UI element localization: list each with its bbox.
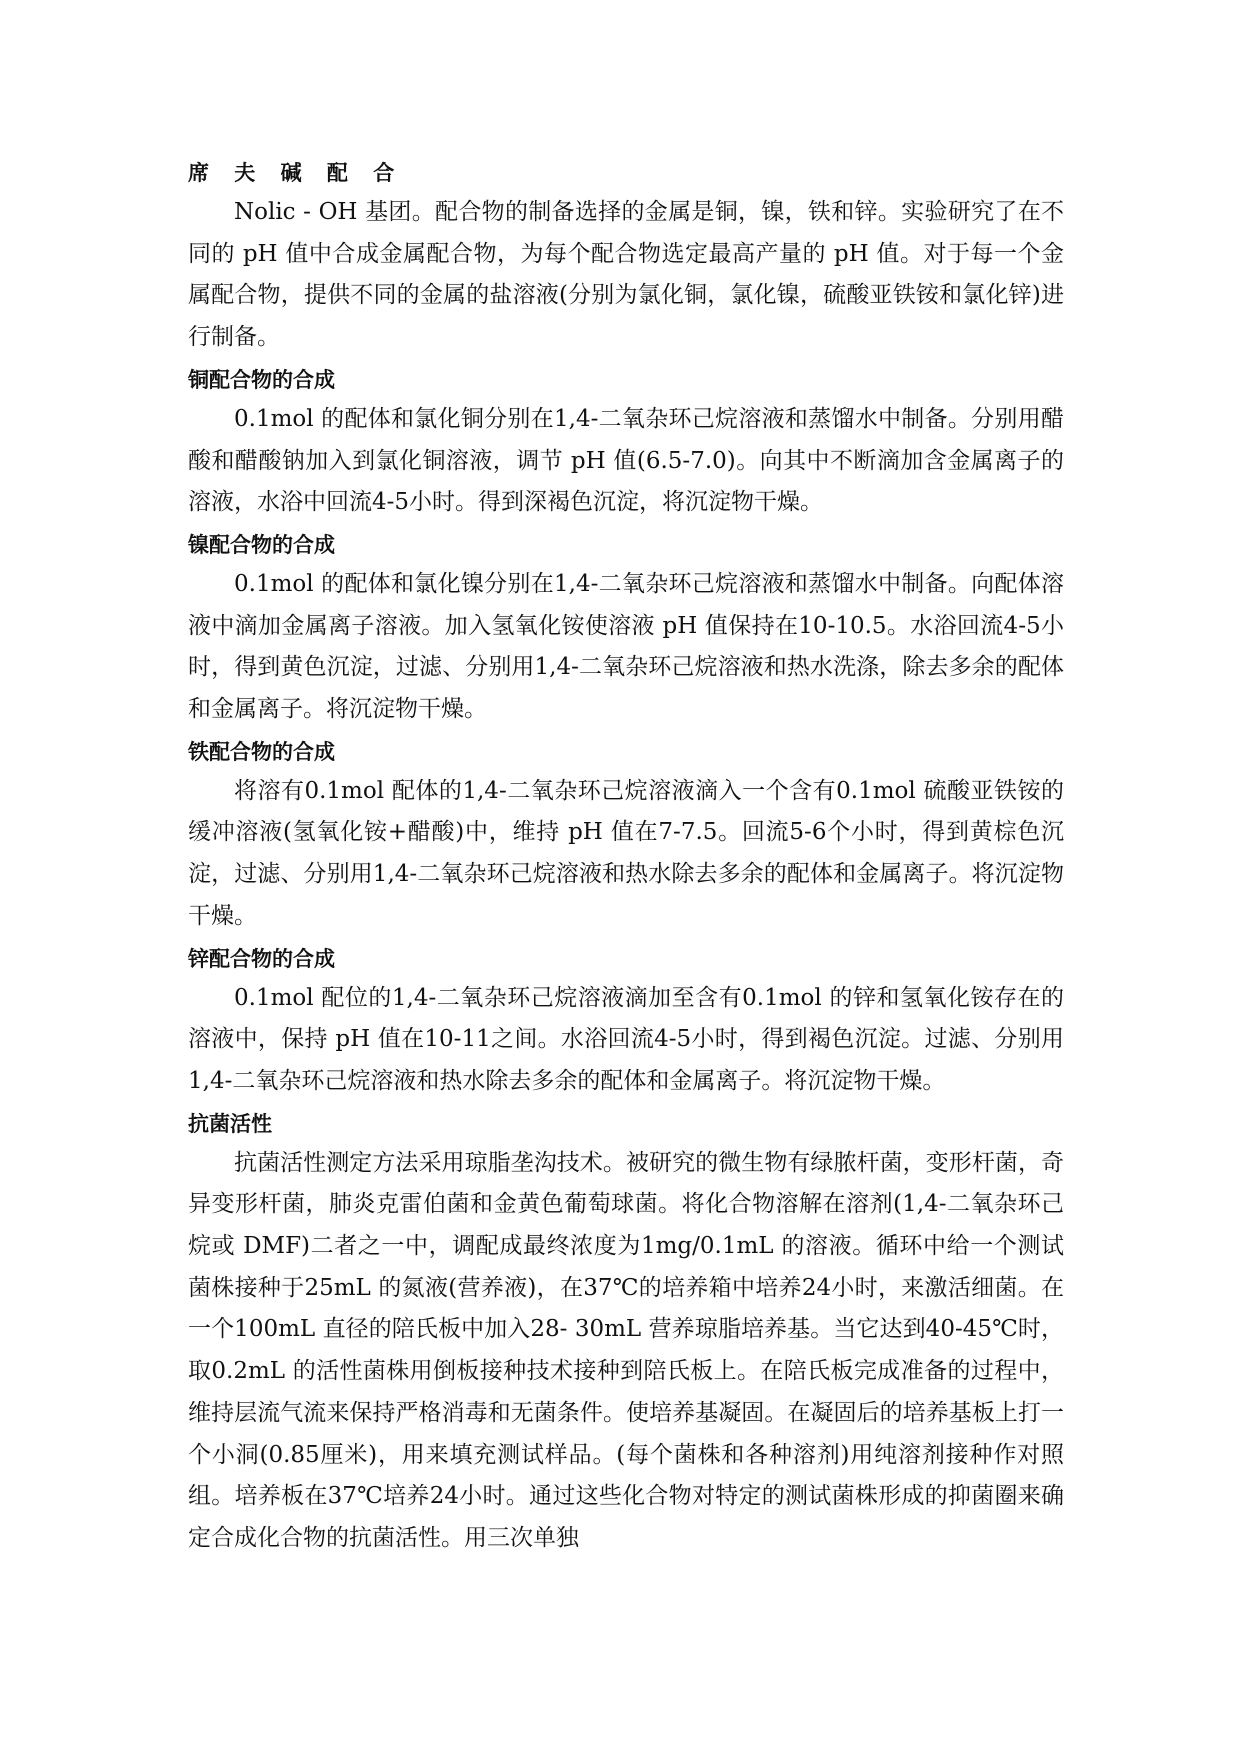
section-heading-iron: 铁配合物的合成 — [188, 739, 335, 764]
section-body-nickel: 0.1mol 的配体和氯化镍分别在1,4-二氧杂环己烷溶液和蒸馏水中制备。向配体溶液中滴加金属离子溶液。加入氢氧化铵使溶液 pH 值保持在10-10.5。水浴回流4-5小时，得到黄色沉淀，过滤、分别用1,4-二氧杂环己烷溶液和热水洗涤，除去多余的配体和金属离子。将沉淀物干燥。 — [188, 570, 1064, 723]
intro-paragraph: Nolic - OH 基团。配合物的制备选择的金属是铜，镍，铁和锌。实验研究了在不同的 pH 值中合成金属配合物，为每个配合物选定最高产量的 pH 值。对于每一个金属配合物，提供不同的金属的盐溶液(分别为氯化铜，氯化镍，硫酸亚铁铵和氯化锌)进行制备。 — [188, 199, 1064, 351]
section-heading-zinc: 锌配合物的合成 — [188, 946, 335, 971]
section-heading-copper: 铜配合物的合成 — [188, 367, 335, 392]
section-heading-nickel: 镍配合物的合成 — [188, 532, 335, 557]
section-body-zinc: 0.1mol 配位的1,4-二氧杂环己烷溶液滴加至含有0.1mol 的锌和氢氧化铵存在的溶液中，保持 pH 值在10-11之间。水浴回流4-5小时，得到褐色沉淀。过滤、分别用1,4-二氧杂环己烷溶液和热水除去多余的配体和金属离子。将沉淀物干燥。 — [188, 984, 1064, 1094]
document-title: 席 夫 碱 配 合 — [188, 161, 404, 185]
section-heading-antibacterial: 抗菌活性 — [188, 1111, 272, 1136]
section-body-copper: 0.1mol 的配体和氯化铜分别在1,4-二氧杂环己烷溶液和蒸馏水中制备。分别用醋酸和醋酸钠加入到氯化铜溶液，调节 pH 值(6.5-7.0)。向其中不断滴加含金属离子的溶液，水浴中回流4-5小时。得到深褐色沉淀，将沉淀物干燥。 — [188, 405, 1064, 516]
document-page — [188, 152, 1064, 1560]
section-body-iron: 将溶有0.1mol 配体的1,4-二氧杂环己烷溶液滴入一个含有0.1mol 硫酸亚铁铵的缓冲溶液(氢氧化铵+醋酸)中，维持 pH 值在7-7.5。回流5-6个小时，得到黄棕色沉淀，过滤、分别用1,4-二氧杂环己烷溶液和热水除去多余的配体和金属离子。将沉淀物干燥。 — [188, 777, 1064, 929]
section-body-antibacterial: 抗菌活性测定方法采用琼脂垄沟技术。被研究的微生物有绿脓杆菌，变形杆菌，奇异变形杆菌，肺炎克雷伯菌和金黄色葡萄球菌。将化合物溶解在溶剂(1,4-二氧杂环己烷或 DMF)二者之一中，调配成最终浓度为1mg/0.1mL 的溶液。循环中给一个测试菌株接种于25mL 的氮液(营养液)，在37℃的培养箱中培养24小时，来激活细菌。在一个100mL 直径的陪氏板中加入28- 30mL 营养琼脂培养基。当它达到40-45℃时，取0.2mL 的活性菌株用倒板接种技术接种到陪氏板上。在陪氏板完成准备的过程中，维持层流气流来保持严格消毒和无菌条件。使培养基凝固。在凝固后的培养基板上打一个小洞(0.85厘米)，用来填充测试样品。(每个菌株和各种溶剂)用纯溶剂接种作对照组。培养板在37℃培养24小时。通过这些化合物对特定的测试菌株形成的抑菌圈来确定合成化合物的抗菌活性。用三次单独 — [188, 1149, 1064, 1551]
